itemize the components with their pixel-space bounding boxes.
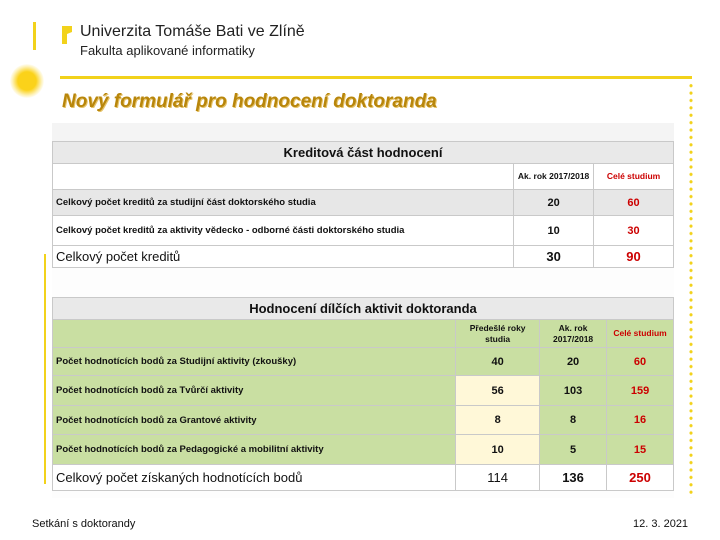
university-name: Univerzita Tomáše Bati ve Zlíně	[80, 23, 305, 40]
credit-row-year: 20	[514, 190, 594, 216]
activity-table-title: Hodnocení dílčích aktivit doktoranda	[53, 298, 674, 320]
faculty-name: Fakulta aplikované informatiky	[80, 43, 255, 58]
activity-row-prev: 56	[456, 376, 540, 406]
activity-row-year: 5	[540, 435, 607, 465]
activity-header-empty	[53, 320, 456, 348]
activity-row-total: 159	[607, 376, 674, 406]
activity-row-year: 103	[540, 376, 607, 406]
activity-col-prev: Předešlé roky studia	[456, 320, 540, 348]
activity-row-year: 8	[540, 406, 607, 435]
activity-table	[52, 297, 674, 491]
decorative-left-line	[44, 254, 46, 484]
activity-row-prev: 40	[456, 348, 540, 376]
activity-row-year: 20	[540, 348, 607, 376]
activity-col-year: Ak. rok 2017/2018	[540, 320, 607, 348]
activity-col-total: Celé studium	[607, 320, 674, 348]
credit-sum-year: 30	[514, 246, 594, 268]
footer-event: Setkání s doktorandy	[32, 518, 136, 530]
header-accent-bar	[33, 22, 36, 50]
credit-row-total: 30	[594, 216, 674, 246]
credit-row-total: 60	[594, 190, 674, 216]
credit-row-year: 10	[514, 216, 594, 246]
activity-row-total: 60	[607, 348, 674, 376]
slide-title: Nový formulář pro hodnocení doktoranda	[62, 91, 437, 112]
credit-table-title: Kreditová část hodnocení	[53, 142, 674, 164]
university-logo-icon	[60, 24, 74, 46]
activity-sum-label: Celkový počet získaných hodnotících bodů	[53, 465, 456, 491]
credit-sum-label: Celkový počet kreditů	[53, 246, 514, 268]
decorative-dot	[10, 64, 44, 98]
activity-row-total: 16	[607, 406, 674, 435]
activity-row-prev: 8	[456, 406, 540, 435]
activity-row-total: 15	[607, 435, 674, 465]
activity-row-prev: 10	[456, 435, 540, 465]
credit-header-empty	[53, 164, 514, 190]
activity-row-label: Počet hodnotících bodů za Pedagogické a mobilitní aktivity	[53, 435, 456, 465]
credit-table	[52, 141, 674, 268]
footer-date: 12. 3. 2021	[633, 518, 689, 530]
activity-row-label: Počet hodnotících bodů za Grantové aktivity	[53, 406, 456, 435]
credit-row-label: Celkový počet kreditů za studijní část doktorského studia	[53, 190, 514, 216]
credit-col-total: Celé studium	[594, 164, 674, 190]
credit-col-year: Ak. rok 2017/2018	[514, 164, 594, 190]
table-top-strip	[52, 123, 674, 142]
activity-sum-year: 136	[540, 465, 607, 491]
header-divider	[60, 76, 692, 79]
activity-row-label: Počet hodnotících bodů za Tvůrčí aktivity	[53, 376, 456, 406]
credit-row-label: Celkový počet kreditů za aktivity vědecko - odborné části doktorského studia	[53, 216, 514, 246]
activity-row-label: Počet hodnotících bodů za Studijní aktivity (zkoušky)	[53, 348, 456, 376]
activity-sum-total: 250	[607, 465, 674, 491]
decorative-dotted-line	[688, 82, 694, 498]
activity-sum-prev: 114	[456, 465, 540, 491]
credit-sum-total: 90	[594, 246, 674, 268]
